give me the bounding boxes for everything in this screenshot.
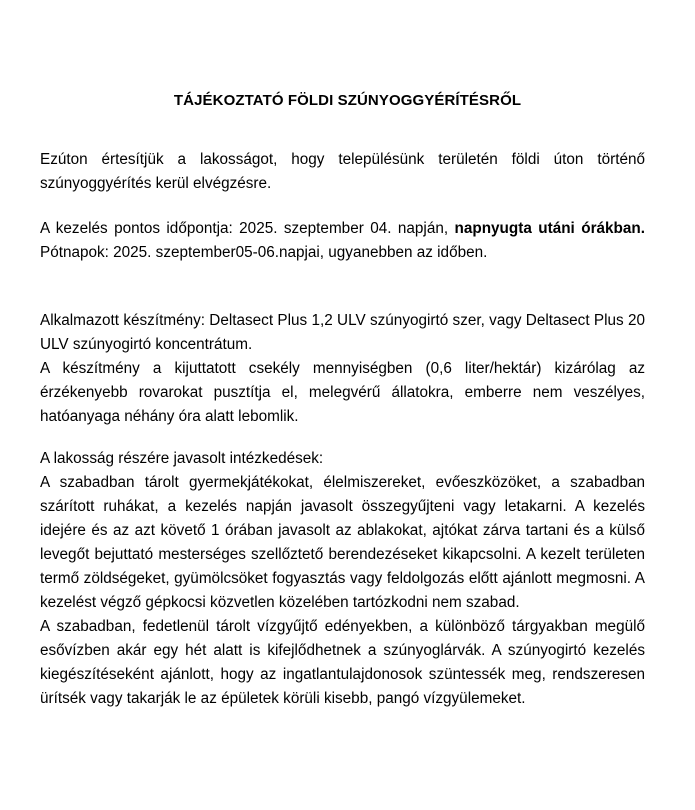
standing-water-paragraph: A szabadban, fedetlenül tárolt vízgyűjtő edényekben, a különböző tárgyakban megülő esővízben akár egy hét alatt is kifejlődhetnek a szúnyoglárvák. A szúnyogirtó kezelés kiegészítéseként ajánlott, hogy az ingatlantulajdonosok szüntessék meg, rendszeresen ürítsék vagy takarják le az épületek körüli kisebb, pangó vízgyülemeket. [40,618,645,707]
schedule-time-emphasis: napnyugta utáni órákban. [454,220,645,237]
product-paragraph: Alkalmazott készítmény: Deltasect Plus 1,2 ULV szúnyogirtó szer, vagy Deltasect Plus 20 ULV szúnyogirtó koncentrátum. [40,312,645,353]
intro-paragraph: Ezúton értesítjük a lakosságot, hogy településünk területén földi úton történő szúnyoggyérítés kerül elvégzésre. [40,151,645,192]
intro-section [40,148,645,196]
schedule-date-text: A kezelés pontos időpontja: 2025. szeptember 04. napján, [40,220,455,237]
safety-paragraph: A készítmény a kijuttatott csekély mennyiségben (0,6 liter/hektár) kizárólag az érzékenyebb rovarokat pusztítja el, melegvérű állatokra, emberre nem veszélyes, hatóanyaga néhány óra alatt lebomlik. [40,360,645,425]
schedule-paragraph [40,217,645,265]
notice-title: TÁJÉKOZTATÓ FÖLDI SZÚNYOGGYÉRÍTÉSRŐL [173,92,522,109]
measures-section [40,447,645,711]
product-section [40,309,645,429]
schedule-backup-days: Pótnapok: 2025. szeptember05-06.napjai, ugyanebben az időben. [40,244,488,261]
measures-heading: A lakosság részére javasolt intézkedések: [40,450,324,467]
schedule-section [40,217,645,265]
measures-paragraph: A szabadban tárolt gyermekjátékokat, élelmiszereket, evőeszközöket, a szabadban szárított ruhákat, a kezelés napján javasolt összegyűjteni vagy letakarni. A kezelés idejére és az azt követő 1 órában javasolt az ablakokat, ajtókat zárva tartani és a külső levegőt bejuttató mesterséges szellőztető berendezéseket kikapcsolni. A kezelt területen termő zöldségeket, gyümölcsöket fogyasztás vagy feldolgozás előtt ajánlott megmosni. A kezelést végző gépkocsi közvetlen közelében tartózkodni nem szabad. [40,474,645,611]
